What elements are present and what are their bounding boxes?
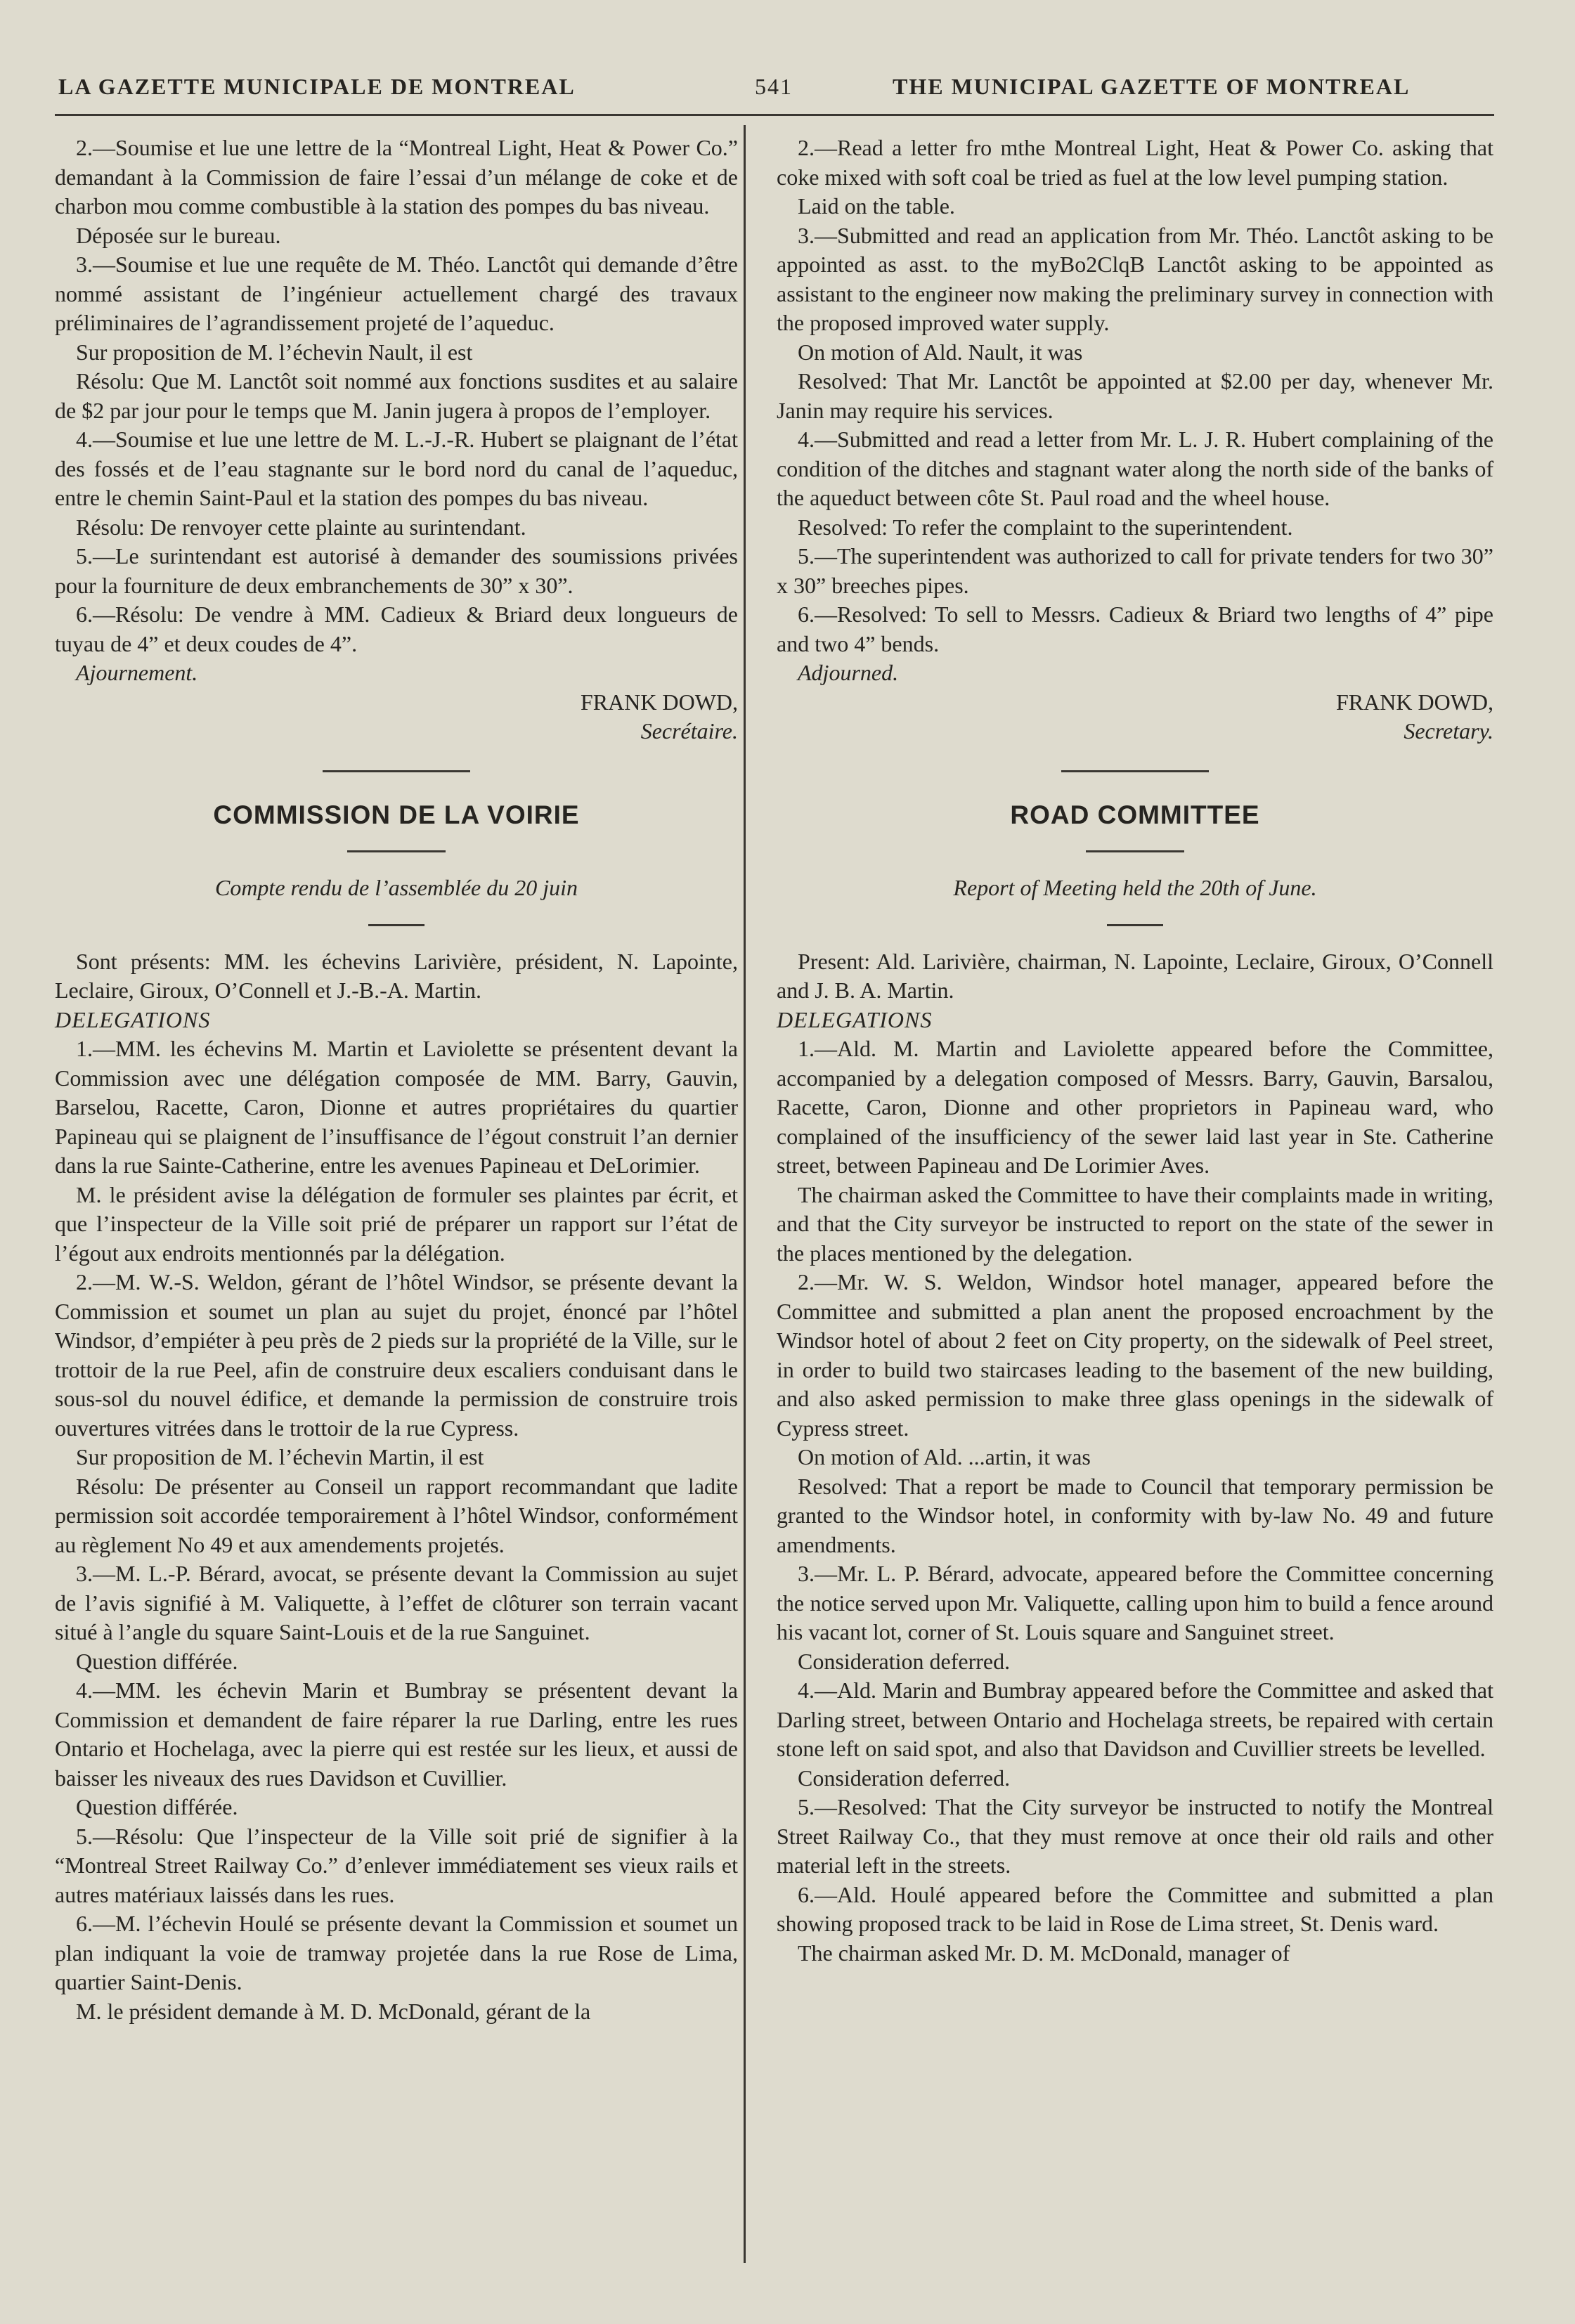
paragraph: Résolu: De renvoyer cette plainte au surintendant. <box>76 514 526 540</box>
paragraph: Consideration deferred. <box>798 1648 1011 1674</box>
french-column <box>55 134 738 2026</box>
signature-title: Secrétaire. <box>640 718 738 744</box>
paragraph: 3.—Submitted and read an application from Mr. Théo. Lanctôt asking to be appointed as asst. to the myBo2ClqB Lanctôt asking to be appointed as assistant to the engineer now making the preliminary survey in connection with the proposed improved water supply. <box>777 222 1493 335</box>
paragraph: The chairman asked Mr. D. M. McDonald, manager of <box>798 1940 1290 1966</box>
signature-name: FRANK DOWD, <box>581 689 738 715</box>
delegations-heading: DELEGATIONS <box>55 1006 211 1032</box>
paragraph: Question différée. <box>76 1648 238 1674</box>
adjournment-note: Adjourned. <box>798 660 899 685</box>
paragraph: Sur proposition de M. l’échevin Martin, il est <box>76 1444 484 1469</box>
header-french-title: LA GAZETTE MUNICIPALE DE MONTREAL <box>58 74 576 99</box>
paragraph: 1.—Ald. M. Martin and Laviolette appeared before the Committee, accompanied by a delegation composed of Messrs. Barry, Gauvin, Barsalou, Racette, Caron, Dionne and other proprietors in Papineau ward, who complained of the insufficiency of the sewer laid last year in Ste. Catherine street, between Papineau and De Lorimier Aves. <box>777 1036 1493 1178</box>
paragraph: 4.—Submitted and read a letter from Mr. L. J. R. Hubert complaining of the condition of the ditches and stagnant water along the north side of the banks of the aqueduct between côte St. Paul road and the wheel house. <box>777 427 1493 510</box>
paragraph: 2.—M. W.-S. Weldon, gérant de l’hôtel Windsor, se présente devant la Commission et soumet un plan au sujet du projet, énoncé par l’hôtel Windsor, d’empiéter à peu près de 2 pieds sur la propriété de la Ville, sur le trottoir de la rue Peel, afin de construire deux escaliers conduisant dans le sous-sol du nouvel édifice, et demande la permission de construire trois ouvertures vitrées dans le trottoir de la rue Cypress. <box>55 1269 738 1441</box>
subtitle-divider <box>1107 924 1163 926</box>
paragraph: 6.—Resolved: To sell to Messrs. Cadieux & Briard two lengths of 4” pipe and two 4” bends. <box>777 602 1493 656</box>
paragraph: Question différée. <box>76 1794 238 1819</box>
section-title: COMMISSION DE LA VOIRIE <box>213 800 580 829</box>
page-number: 541 <box>755 74 793 99</box>
paragraph: Déposée sur le bureau. <box>76 222 281 248</box>
paragraph: Résolu: De présenter au Conseil un rapport recommandant que ladite permission soit accordée temporairement à l’hôtel Windsor, conformément au règlement No 49 et aux amendements projetés. <box>55 1473 738 1557</box>
paragraph: 1.—MM. les échevins M. Martin et Laviolette se présentent devant la Commission avec une délégation composée de MM. Barry, Gauvin, Barselou, Racette, Caron, Dionne et autres propriétaires du quartier Papineau qui se plaignent de l’insuffisance de l’égout construit l’an dernier dans la rue Sainte-Catherine, entre les avenues Papineau et DeLorimier. <box>55 1036 738 1178</box>
paragraph: M. le président demande à M. D. McDonald, gérant de la <box>76 1998 591 2024</box>
paragraph: 4.—Soumise et lue une lettre de M. L.-J.-R. Hubert se plaignant de l’état des fossés et de l’eau stagnante sur le bord nord du canal de l’aqueduc, entre le chemin Saint-Paul et la station des pompes du bas niveau. <box>55 427 738 510</box>
paragraph: Resolved: That Mr. Lanctôt be appointed at $2.00 per day, whenever Mr. Janin may require his services. <box>777 368 1493 423</box>
paragraph: 6.—Résolu: De vendre à MM. Cadieux & Briard deux longueurs de tuyau de 4” et deux coudes de 4”. <box>55 602 738 656</box>
paragraph: Consideration deferred. <box>798 1765 1011 1791</box>
paragraph: Sur proposition de M. l’échevin Nault, il est <box>76 339 473 365</box>
paragraph: 2.—Soumise et lue une lettre de la “Montreal Light, Heat & Power Co.” demandant à la Commission de faire l’essai d’un mélange de coke et de charbon mou comme combustible à la station des pompes du bas niveau. <box>55 135 738 219</box>
attendance: Present: Ald. Larivière, chairman, N. Lapointe, Leclaire, Giroux, O’Connell and J. B. A. Martin. <box>777 948 1493 1003</box>
paragraph: Resolved: That a report be made to Council that temporary permission be granted to the Windsor hotel, in conformity with by-law No. 49 and future amendments. <box>777 1473 1493 1557</box>
section-subtitle: Compte rendu de l’assemblée du 20 juin <box>214 875 578 900</box>
paragraph: 3.—M. L.-P. Bérard, avocat, se présente devant la Commission au sujet de l’avis signifié à M. Valiquette, à l’effet de clôturer son terrain vacant situé à l’angle du square Saint-Louis et de la rue Sanguinet. <box>55 1561 738 1644</box>
paragraph: Résolu: Que M. Lanctôt soit nommé aux fonctions susdites et au salaire de $2 par jour pour le temps que M. Janin jugera à propos de l’employer. <box>55 368 738 423</box>
section-divider <box>323 770 470 772</box>
signature-name: FRANK DOWD, <box>1336 689 1493 715</box>
title-divider <box>1086 850 1184 852</box>
subtitle-divider <box>368 924 424 926</box>
paragraph: 2.—Mr. W. S. Weldon, Windsor hotel manager, appeared before the Committee and submitted a plan anent the proposed encroachment by the Windsor hotel of about 2 feet on City property, on the sidewalk of Peel street, in order to build two staircases leading to the basement of the new building, and also asked permission to make three glass openings in the sidewalk of Cypress street. <box>777 1269 1493 1441</box>
paragraph: 5.—Resolved: That the City surveyor be instructed to notify the Montreal Street Railway Co., that they must remove at once their old rails and other material left in the streets. <box>777 1794 1493 1878</box>
paragraph: 4.—Ald. Marin and Bumbray appeared before the Committee and asked that Darling street, between Ontario and Hochelaga streets, be repaired with certain stone left on said spot, and also that Davidson and Cuvillier streets be levelled. <box>777 1677 1493 1761</box>
paragraph: 5.—Résolu: Que l’inspecteur de la Ville soit prié de signifier à la “Montreal Street Railway Co.” d’enlever immédiatement ses vieux rails et autres matériaux laissés dans les rues. <box>55 1823 738 1907</box>
section-divider <box>1061 770 1209 772</box>
header-english-title: THE MUNICIPAL GAZETTE OF MONTREAL <box>893 74 1411 99</box>
header-rule <box>55 114 1494 116</box>
column-divider <box>744 125 746 2263</box>
signature-title: Secretary. <box>1404 718 1493 744</box>
adjournment-note: Ajournement. <box>76 660 198 685</box>
paragraph: Laid on the table. <box>798 193 955 219</box>
paragraph: M. le président avise la délégation de formuler ses plaintes par écrit, et que l’inspecteur de la Ville soit prié de préparer un rapport sur l’état de l’égout aux endroits mentionnés par la délégation. <box>55 1181 738 1266</box>
paragraph: Resolved: To refer the complaint to the superintendent. <box>798 514 1293 540</box>
paragraph: 3.—Mr. L. P. Bérard, advocate, appeared before the Committee concerning the notice served upon Mr. Valiquette, calling upon him to build a fence around his vacant lot, corner of St. Louis square and Sanguinet street. <box>777 1561 1493 1644</box>
paragraph: 2.—Read a letter fro mthe Montreal Light, Heat & Power Co. asking that coke mixed with soft coal be tried as fuel at the low level pumping station. <box>777 135 1493 190</box>
section-subtitle: Report of Meeting held the 20th of June. <box>953 875 1317 900</box>
paragraph: 6.—M. l’échevin Houlé se présente devant la Commission et soumet un plan indiquant la voie de tramway projetée dans la rue Rose de Lima, quartier Saint-Denis. <box>55 1911 738 1994</box>
paragraph: On motion of Ald. Nault, it was <box>798 339 1083 365</box>
title-divider <box>347 850 446 852</box>
section-title: ROAD COMMITTEE <box>1010 800 1260 829</box>
paragraph: 5.—The superintendent was authorized to call for private tenders for two 30” x 30” breeches pipes. <box>777 543 1493 598</box>
paragraph: 3.—Soumise et lue une requête de M. Théo. Lanctôt qui demande d’être nommé assistant de l’ingénieur actuellement chargé des travaux préliminaires de l’agrandissement projeté de l’aqueduc. <box>55 252 738 335</box>
english-column <box>777 134 1493 1968</box>
attendance: Sont présents: MM. les échevins Larivière, président, N. Lapointe, Leclaire, Giroux, O’Connell et J.-B.-A. Martin. <box>55 948 738 1003</box>
paragraph: The chairman asked the Committee to have their complaints made in writing, and that the City surveyor be instructed to report on the state of the sewer in the places mentioned by the delegation. <box>777 1181 1493 1266</box>
paragraph: 4.—MM. les échevin Marin et Bumbray se présentent devant la Commission et demandent de faire réparer la rue Darling, entre les rues Ontario et Hochelaga, avec la pierre qui est restée sur les lieux, et aussi de baisser les niveaux des rues Davidson et Cuvillier. <box>55 1677 738 1791</box>
paragraph: 6.—Ald. Houlé appeared before the Committee and submitted a plan showing proposed track to be laid in Rose de Lima street, St. Denis ward. <box>777 1881 1493 1936</box>
paragraph: 5.—Le surintendant est autorisé à demander des soumissions privées pour la fourniture de deux embranchements de 30” x 30”. <box>55 543 738 598</box>
delegations-heading: DELEGATIONS <box>777 1006 933 1032</box>
paragraph: On motion of Ald. ...artin, it was <box>798 1444 1091 1469</box>
